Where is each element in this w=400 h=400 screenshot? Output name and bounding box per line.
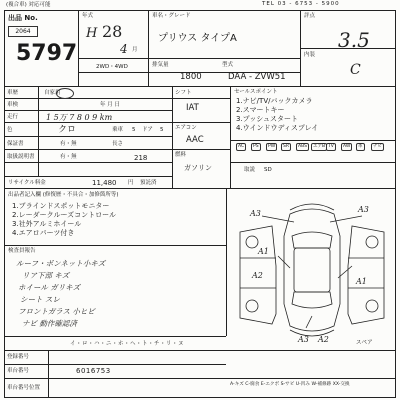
warranty-label: 保証書: [7, 141, 24, 147]
header-note: (複合車) 対応可能: [6, 2, 51, 8]
model-label: 車名・グレード: [152, 13, 191, 19]
fuel-label: 燃料: [175, 152, 187, 158]
inspection-label: 車検: [7, 102, 19, 108]
year-month-suffix: 月: [132, 47, 138, 53]
color-value: クロ: [58, 125, 77, 135]
aircon-value: AAC: [186, 135, 204, 145]
registration-label: 登録番号: [7, 354, 30, 360]
mark-a3-top-right: A3: [358, 205, 369, 214]
damage-legend: A-キズ C-腐食 E-エクボ S-サビ U-凹み W-補修跡 XX-交換: [230, 382, 350, 387]
grade-score: 3.5: [338, 28, 370, 52]
equipment-badge: AC: [238, 144, 245, 149]
car-top-outline: [284, 209, 340, 331]
aircon-label: エアコン: [175, 125, 197, 131]
manual-book-value: 有・無: [60, 154, 77, 160]
equipment-item-4: 4.ウインドウディスプレイ: [236, 124, 319, 132]
car-diagram: [232, 196, 392, 346]
engine-cc: 1800: [180, 72, 202, 82]
option-item-2: 2.レーダークルーズコントロール: [12, 211, 116, 219]
car-rear-window: [292, 292, 332, 308]
score-label: 評点: [304, 13, 316, 19]
inspector-note-6: ナビ 動作確認済: [22, 319, 77, 328]
option-item-1: 1.ブラインドスポットモニター: [12, 202, 110, 210]
drive-type: 2WD・4WD: [96, 64, 128, 70]
option-item-4: 4.エアロパーツ付き: [12, 229, 75, 237]
equipment-badge: PS: [253, 144, 259, 149]
lot-label: 出品 No.: [8, 14, 38, 22]
equipment-badge: AW: [343, 144, 351, 149]
model-code-label: 型式: [222, 62, 234, 68]
length-label: 長さ: [112, 141, 124, 147]
seats-label: 乗車: [112, 127, 124, 133]
recycle-amount: 11,480: [92, 179, 117, 187]
mileage-value: 1 5万 7 8 0 9 km: [46, 113, 113, 122]
engine-label: 排気量: [152, 62, 169, 68]
equipment-item-3: 3.プッシュスタート: [236, 115, 299, 123]
recycle-label: リサイクル料金: [8, 180, 46, 186]
option-item-3: 3.社外アルミホイール: [12, 220, 82, 228]
inspector-note-3: ホイール ガリキズ: [18, 283, 81, 292]
chassis-number: 6016753: [76, 367, 111, 375]
year-label: 年式: [82, 13, 94, 19]
shift-label: シフト: [175, 90, 192, 96]
equipment-badge: PW: [268, 144, 276, 149]
history-value: 自家用: [44, 90, 61, 96]
interior-label: 内装: [304, 52, 316, 58]
inspection-letter-strip: イ・ロ・ハ・ニ・ホ・ヘ・ト・チ・リ・ヌ: [70, 341, 185, 347]
recycle-unit: 円: [128, 180, 134, 186]
manual-label: 取説: [244, 167, 256, 173]
year-month: 4: [120, 42, 128, 56]
equipment-badge: ABS: [298, 144, 307, 149]
mileage-label: 走行: [7, 114, 19, 120]
interior-grade: C: [350, 62, 361, 78]
mark-a2-bottom: A2: [318, 335, 329, 344]
inspector-label: 検査員報告: [8, 248, 36, 254]
recycle-status: 預託済: [140, 180, 157, 186]
mark-a1-left: A1: [258, 247, 269, 256]
manual-book-label: 取扱説明書: [7, 154, 35, 160]
chassis-label: 車台番号: [7, 368, 30, 374]
inspector-note-4: シート スレ: [20, 295, 60, 304]
car-roof: [294, 248, 330, 292]
doors-value: 5: [160, 127, 164, 133]
warranty-value: 有・無: [60, 141, 77, 147]
color-label: 色: [7, 127, 13, 133]
equipment-badge: TV: [328, 144, 334, 149]
year-number: 28: [102, 22, 123, 41]
shift-value: IAT: [186, 103, 199, 113]
equipment-badge: ナビ: [373, 144, 382, 149]
model-code: DAA - ZVW51: [228, 72, 286, 82]
lot-number: 5797: [16, 41, 78, 66]
history-circle: [56, 88, 74, 99]
equipment-item-2: 2.スマートキー: [236, 106, 285, 114]
sd-label: SD: [264, 167, 272, 173]
equipment-label: セールスポイント: [234, 89, 278, 95]
spare-label: スペア: [356, 340, 373, 346]
inspector-note-2: リア下部 キズ: [22, 271, 70, 280]
chassis-position-label: 車台番号位置: [7, 385, 41, 391]
model-name: プリウス タイプA: [158, 33, 237, 44]
equipment-badge: 革: [358, 144, 363, 149]
lot-stamp: 2064: [8, 26, 38, 37]
mark-a3-bottom: A3: [298, 335, 309, 344]
header-phone: TEL 03 - 6753 - 5900: [262, 1, 340, 7]
history-label: 車歴: [7, 90, 19, 96]
year-era: H: [86, 26, 98, 41]
mark-a1-right: A1: [356, 277, 367, 286]
fuel-value: ガソリン: [184, 164, 212, 172]
inspection-value: 年 月 日: [100, 102, 120, 108]
equipment-item-1: 1.ナビ/TV/バックカメラ: [236, 97, 313, 105]
mark-a2-left: A2: [252, 271, 263, 280]
doors-label: ドア: [142, 127, 153, 133]
inspector-note-1: ルーフ・ボンネット小キズ: [16, 259, 106, 268]
options-label: 出品者記入欄 (修復歴・不具合・加修箇所等): [8, 192, 119, 198]
equipment-badge: SR: [283, 144, 289, 149]
car-windshield: [292, 232, 332, 248]
inspector-note-5: フロントガラス 小ヒビ: [18, 307, 95, 316]
seats-value: 5: [132, 127, 136, 133]
mark-a3-top-left: A3: [250, 209, 261, 218]
equipment-badge: エアB: [313, 144, 326, 149]
length-value: 218: [134, 154, 148, 162]
